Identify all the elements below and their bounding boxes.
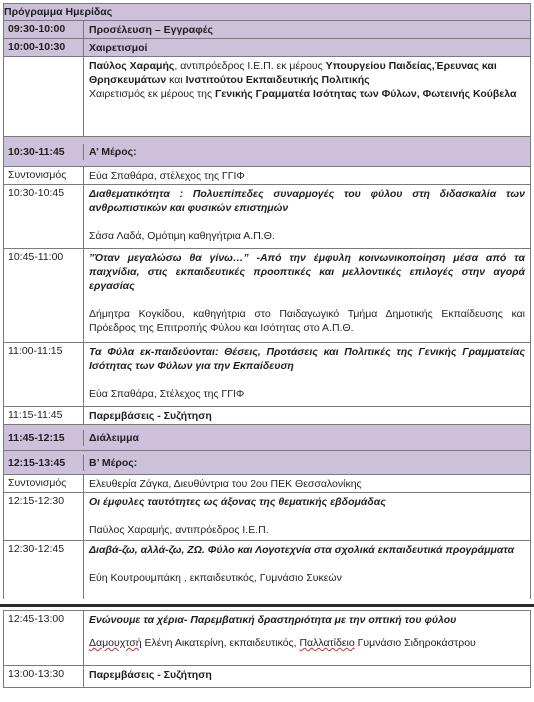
table-row (3, 137, 531, 167)
talk-title: Διαθεματικότητα : Πολυεπίπεδες συναρμογές του φύλου στη διδασκαλία των ανθρωπιστικών και φυσικών επιστημών (89, 188, 525, 214)
talk-speaker (89, 636, 525, 650)
talk-title: Τα Φύλα εκ-παιδεύονται: Θέσεις, Προτάσεις και Πολιτικές της Γενικής Γραμματείας Ισότητας των Φύλων για την Εκπαίδευση (89, 346, 525, 372)
time-cell: 09:30-10:00 (4, 21, 84, 38)
time-cell: 11:45-12:15 (4, 430, 84, 446)
table-row (3, 343, 531, 407)
time-cell: 12:15-13:45 (4, 455, 84, 471)
session-cell: Β’ Μέρος: (89, 456, 138, 469)
time-cell: 10:30-10:45 (4, 185, 84, 248)
session-cell: Διάλειμμα (89, 431, 139, 444)
speaker-details: Ελένη Αικατερίνη, εκπαιδευτικός, (141, 637, 300, 649)
time-cell: 13:00-13:30 (4, 666, 84, 687)
greeting-prefix: Χαιρετισμός εκ μέρους της (89, 88, 215, 100)
speaker-name: Παύλος Χαραμής (89, 60, 175, 72)
talk-title: Διαβά-ζω, αλλά-ζω, ΖΩ. Φύλο και Λογοτεχνία στα σχολικά εκπαιδευτικά προγράμματα (89, 544, 515, 556)
time-cell: 12:45-13:00 (4, 611, 84, 665)
table-row (3, 39, 531, 57)
time-cell: Συντονισμός (4, 475, 84, 492)
table-row (3, 407, 531, 425)
table-row (3, 666, 531, 688)
program-table-continued (3, 610, 531, 688)
time-cell: 10:00-10:30 (4, 39, 84, 56)
session-cell: Προσέλευση – Εγγραφές (89, 24, 213, 36)
table-row (3, 451, 531, 475)
talk-speaker: Εύη Κουτρουμπάκη , εκπαιδευτικός, Γυμνάσιο Συκεών (89, 572, 342, 584)
session-cell: Χαιρετισμοί (89, 42, 148, 54)
program-table (3, 3, 531, 599)
time-cell: 12:30-12:45 (4, 541, 84, 599)
talk-cell (84, 493, 530, 540)
table-row (3, 167, 531, 185)
talk-cell (84, 249, 530, 342)
talk-cell (84, 611, 530, 665)
table-row (3, 21, 531, 39)
time-cell: 10:30-11:45 (4, 144, 84, 160)
table-row (3, 475, 531, 493)
talk-cell (84, 541, 530, 599)
institute-name: Ινστιτούτου Εκπαιδευτικής Πολιτικής (185, 74, 370, 86)
table-row (3, 610, 531, 666)
table-row (3, 57, 531, 137)
talk-cell (84, 185, 530, 248)
table-row (3, 185, 531, 249)
session-cell: Παρεμβάσεις - Συζήτηση (89, 669, 212, 681)
talk-title: Οι έμφυλες ταυτότητες ως άξονας της θεματικής εβδομάδας (89, 496, 386, 508)
talk-speaker: Σάσα Λαδά, Ομότιμη καθηγήτρια Α.Π.Θ. (89, 230, 275, 242)
page-break (0, 604, 534, 607)
ministry-name: Υπουργείου Παιδείας,Έρευνας και Θρησκευμάτων (89, 60, 497, 86)
talk-speaker: Εύα Σπαθάρα, Στέλεχος της ΓΓΙΦ (89, 388, 245, 400)
talk-cell (84, 343, 530, 406)
time-cell: 12:15-12:30 (4, 493, 84, 540)
session-cell: Παρεμβάσεις - Συζήτηση (89, 410, 212, 422)
talk-speaker: Δήμητρα Κογκίδου, καθηγήτρια στο Παιδαγωγικό Τμήμα Δημοτικής Εκπαίδευσης και Πρόεδρος της Επιτροπής Φύλου και Ισότητας στο Α.Π.Θ. (89, 308, 525, 334)
table-row (3, 249, 531, 343)
school-place: Γυμνάσιο Σιδηροκάστρου (354, 637, 476, 649)
talk-title: Ενώνουμε τα χέρια- Παρεμβατική δραστηριότητα με την οπτική του φύλου (89, 614, 457, 626)
table-row (3, 493, 531, 541)
chair-cell: Εύα Σπαθάρα, στέλεχος της ΓΓΙΦ (89, 170, 245, 182)
talk-speaker: Παύλος Χαραμής, αντιπρόεδρος Ι.Ε.Π. (89, 524, 269, 536)
talk-title: ”Όταν μεγαλώσω θα γίνω…” -Από την έμφυλη κοινωνικοποίηση μέσα από τα παιχνίδια, στις εκπαιδευτικές προοπτικές και μελλοντικές επιλογές στην αγορά εργασίας (89, 252, 525, 292)
time-cell (4, 57, 84, 136)
time-cell: 10:45-11:00 (4, 249, 84, 342)
table-title (3, 3, 531, 21)
session-cell: Α’ Μέρος: (89, 145, 137, 158)
table-row (3, 425, 531, 451)
greetings-cell (84, 57, 530, 136)
program-title: Πρόγραμμα Ημερίδας (4, 6, 113, 18)
speaker-role: , αντιπρόεδρος Ι.Ε.Π. εκ μέρους (174, 60, 326, 72)
table-row (3, 541, 531, 599)
conjunction: και (166, 74, 186, 86)
time-cell: 11:00-11:15 (4, 343, 84, 406)
time-cell: 11:15-11:45 (4, 407, 84, 424)
greeting-name: Γενικής Γραμματέα Ισότητας των Φύλων, Φωτεινής Κούβελα (214, 88, 517, 100)
time-cell: Συντονισμός (4, 167, 84, 184)
school-name: Παλλατίδειο (299, 637, 355, 649)
speaker-surname: Δαμουχτσή (89, 637, 142, 649)
chair-cell: Ελευθερία Ζάγκα, Διευθύντρια του 2ου ΠΕΚ Θεσσαλονίκης (89, 478, 362, 490)
